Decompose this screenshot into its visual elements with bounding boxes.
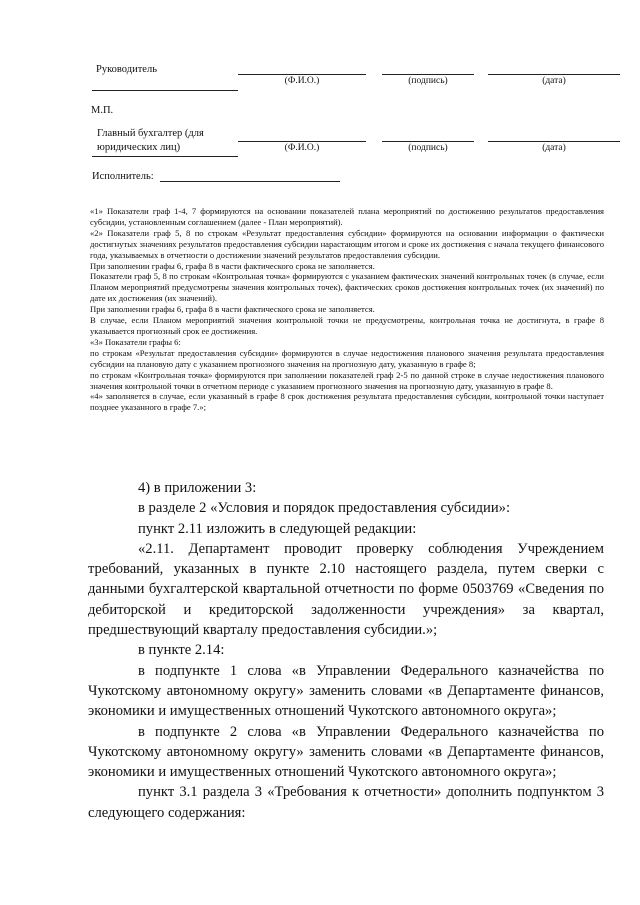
para-6: в подпункте 1 слова «в Управлении Федерального казначейства по Чукотскому автономному округу» заменить словами «в Департаменте финансов, экономики и имущественных отношений Чукотского автономного округа»;	[88, 662, 604, 720]
note-6: В случае, если Планом мероприятий значения контрольной точки не предусмотрены, контрольная точка не достигнута, в графе 8 указывается прогнозный срок ее достижения.	[90, 315, 604, 336]
note-10: «4» заполняется в случае, если указанный в графе 8 срок достижения результата предоставления субсидии, контрольной точки наступает позднее указанного в графе 7.»;	[90, 391, 604, 413]
para-2: в разделе 2 «Условия и порядок предоставления субсидии»:	[138, 500, 511, 517]
acc-sign-caption: (подпись)	[408, 143, 448, 153]
accountant-label-1: Главный бухгалтер (для	[97, 128, 204, 139]
note-2: «2» Показатели граф 5, 8 по строкам «Результат предоставления субсидии» формируются на основании информации о фактически достигнутых значениях результатов предоставления субсидии нарастающим итогом и сроке их достижения с начала текущего финансового года, указываемых в отчетности о достижении значений результатов предоставления субсидии.	[90, 227, 604, 260]
footnotes	[90, 206, 604, 413]
executor-line	[160, 181, 340, 182]
executor-label: Исполнитель:	[92, 171, 154, 182]
note-1: «1» Показатели граф 1-4, 7 формируются на основании показателей плана мероприятий по достижению результатов предоставления субсидии, установленным соглашением (далее - План мероприятий).	[90, 206, 604, 227]
para-5: в пункте 2.14:	[138, 642, 225, 659]
head-sign-line	[382, 74, 474, 75]
acc-date-caption: (дата)	[542, 143, 566, 153]
note-8: по строкам «Результат предоставления субсидии» формируются в случае недостижения планового значения результата предоставления субсидии на плановую дату с указанием прогнозного значения на прогнозную дату, указанную в графе 8;	[90, 347, 604, 369]
para-7: в подпункте 2 слова «в Управлении Федерального казначейства по Чукотскому автономному округу» заменить словами «в Департаменте финансов, экономики и имущественных отношений Чукотского автономного округа»;	[88, 723, 604, 781]
head-label: Руководитель	[96, 64, 157, 75]
acc-fio-line	[238, 141, 366, 142]
stamp-label: М.П.	[91, 105, 114, 116]
head-fio-line	[238, 74, 366, 75]
acc-sign-line	[382, 141, 474, 142]
acc-date-line	[488, 141, 620, 142]
acc-fio-caption: (Ф.И.О.)	[284, 143, 320, 153]
para-3: пункт 2.11 изложить в следующей редакции:	[138, 520, 417, 537]
note-7: «3» Показатели графы 6:	[90, 336, 181, 347]
accountant-label-2: юридических лиц)	[97, 142, 181, 153]
para-1: 4) в приложении 3:	[138, 480, 257, 496]
head-line	[92, 90, 238, 91]
main-text	[88, 478, 604, 823]
head-date-caption: (дата)	[542, 76, 566, 86]
para-4: «2.11. Департамент проводит проверку соблюдения Учреждением требований, указанных в пункте 2.10 настоящего раздела, путем сверки с данными бухгалтерской квартальной отчетности по форме 0503769 «Сведения по дебиторской и кредиторской задолженности учреждения» за квартал, предшествующий кварталу предоставления субсидии.»;	[88, 540, 604, 639]
note-4: Показатели граф 5, 8 по строкам «Контрольная точка» формируются с указанием фактических значений контрольных точек (в случае, если Планом мероприятий предусмотрены значения контрольных точек), фактических сроков достижения контрольных точек (их значений) по дате их достижения (их значений).	[90, 271, 604, 304]
note-5: При заполнении графы 6, графа 8 в части фактического срока не заполняется.	[90, 304, 375, 315]
head-date-line	[488, 74, 620, 75]
head-sign-caption: (подпись)	[408, 76, 448, 86]
note-3: При заполнении графы 6, графа 8 в части фактического срока не заполняется.	[90, 260, 375, 271]
head-fio-caption: (Ф.И.О.)	[284, 76, 320, 86]
note-9: по строкам «Контрольная точка» формируются при заполнении показателей граф 2-5 по данной строке в случае недостижения планового значения контрольной точки в отчетном периоде с указанием прогнозного значения на прогнозную дату, указанную в графе 8.	[90, 369, 604, 391]
accountant-line	[92, 156, 238, 157]
para-8: пункт 3.1 раздела 3 «Требования к отчетности» дополнить подпунктом 3 следующего содержания:	[88, 784, 604, 821]
